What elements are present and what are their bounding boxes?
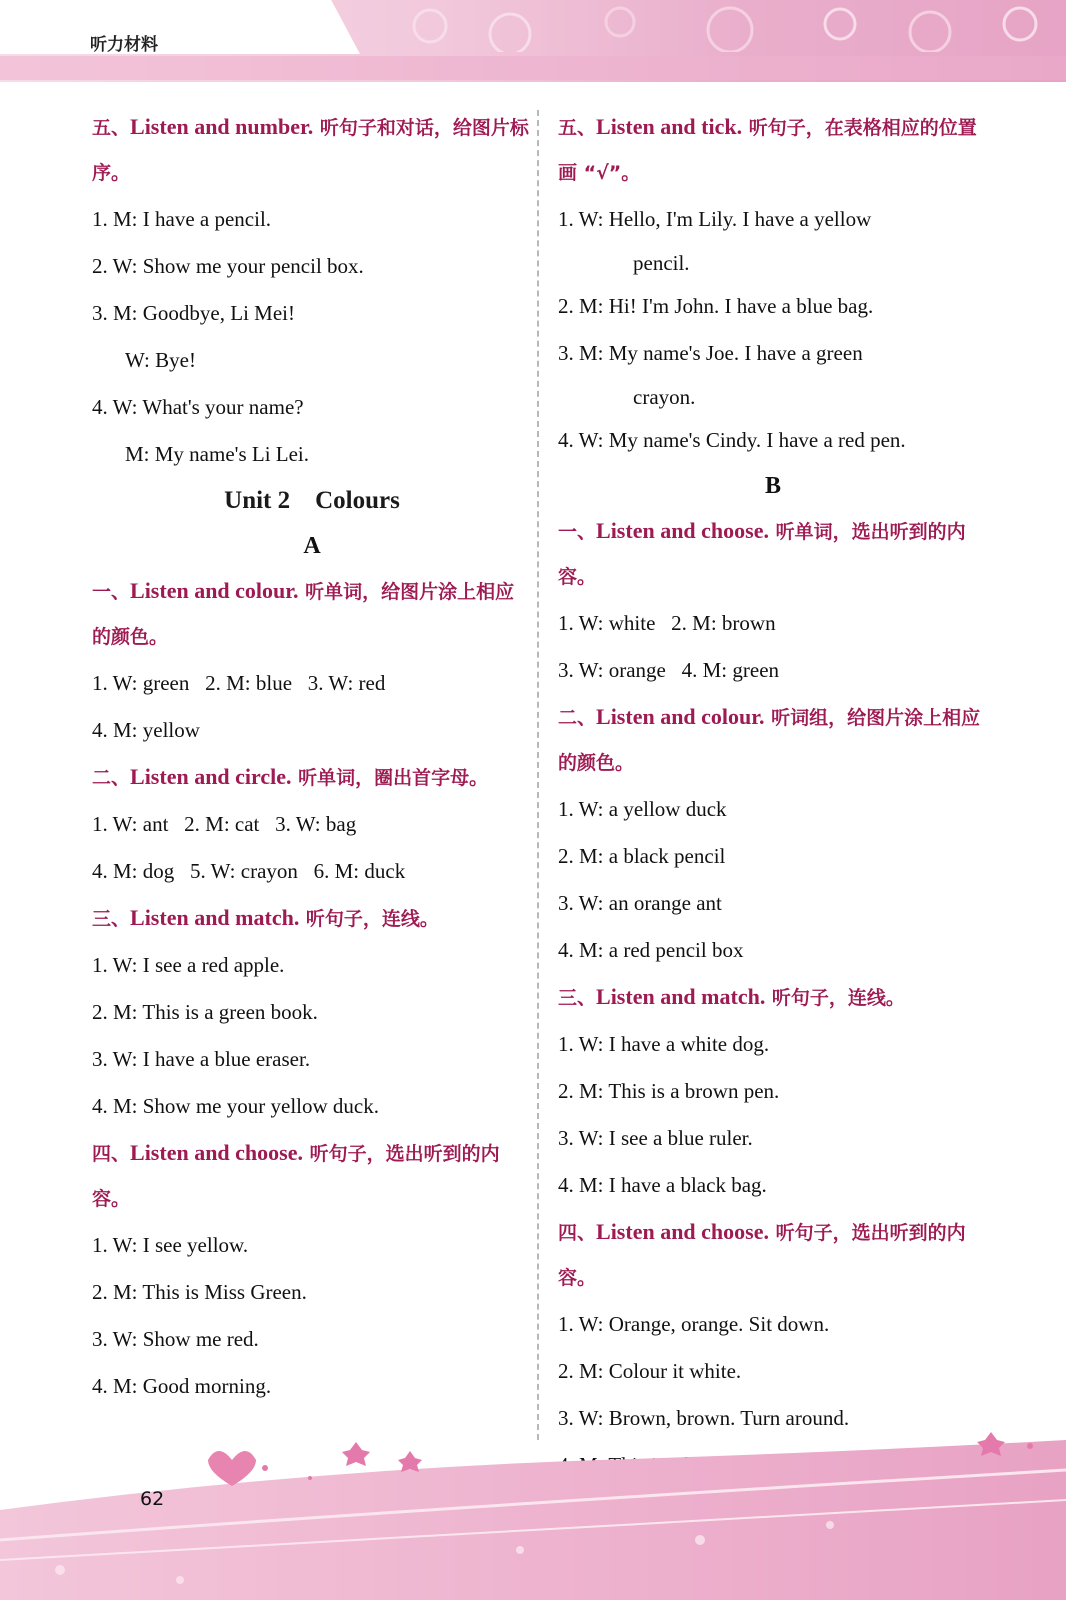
list-item: 3. M: Goodbye, Li Mei! <box>92 301 295 325</box>
list-item: 1. W: I see yellow. <box>92 1233 249 1257</box>
heading-number: 一、 <box>558 521 597 543</box>
heading-english: Listen and choose. <box>596 518 769 543</box>
footer-decoration <box>0 1430 1066 1600</box>
list-item: 1. M: I have a pencil. <box>92 207 272 231</box>
heading-english: Listen and match. <box>130 905 300 930</box>
list-item: 2. W: Show me your pencil box. <box>92 254 364 278</box>
column-divider <box>537 110 539 1440</box>
heading-english: Listen and circle. <box>130 764 292 789</box>
heading-number: 三、 <box>558 987 597 1009</box>
list-item: 2. M: This is a brown pen. <box>558 1079 780 1103</box>
heading-chinese: 听词组，给图片涂上相应的颜色。 <box>558 707 981 774</box>
heading-english: Listen and choose. <box>596 1219 769 1244</box>
section-heading <box>558 694 988 786</box>
list-item: 4. M: a red pencil box <box>558 938 744 962</box>
heading-english: Listen and tick. <box>596 114 743 139</box>
heading-number: 四、 <box>92 1143 131 1165</box>
section-heading <box>558 508 988 600</box>
list-item-continuation: pencil. <box>633 251 690 275</box>
page-number: 62 <box>140 1488 165 1510</box>
heading-number: 二、 <box>558 707 597 729</box>
header-white-panel <box>0 0 360 54</box>
heading-chinese: 听句子，选出听到的内容。 <box>558 1222 966 1289</box>
heading-chinese: 听句子，连线。 <box>765 987 905 1009</box>
heading-chinese: 听单词，圈出首字母。 <box>291 767 489 789</box>
heading-chinese: 听句子，选出听到的内容。 <box>92 1143 500 1210</box>
section-heading <box>92 568 532 660</box>
section-heading <box>92 104 532 196</box>
list-item: W: Bye! <box>125 348 196 372</box>
section-heading <box>92 754 532 801</box>
heading-chinese: 听单词，选出听到的内容。 <box>558 521 966 588</box>
list-item: 1. W: Orange, orange. Sit down. <box>558 1312 830 1336</box>
list-item: 1. W: green 2. M: blue 3. W: red <box>92 671 386 695</box>
heading-chinese: 听句子和对话，给图片标序。 <box>92 117 529 184</box>
section-heading <box>92 895 532 942</box>
list-item: 2. M: Colour it white. <box>558 1359 742 1383</box>
list-item: 3. M: My name's Joe. I have a green <box>558 341 863 365</box>
list-item: M: My name's Li Lei. <box>125 442 310 466</box>
list-item: 1. W: white 2. M: brown <box>558 611 776 635</box>
heading-number: 五、 <box>558 117 597 139</box>
list-item-continuation: crayon. <box>633 385 696 409</box>
list-item: 4. M: yellow <box>92 718 200 742</box>
part-label: A <box>303 533 321 559</box>
list-item: 4. M: Show me your yellow duck. <box>92 1094 379 1118</box>
list-item: 1. W: I see a red apple. <box>92 953 285 977</box>
list-item: 2. M: This is Miss Green. <box>92 1280 307 1304</box>
heading-number: 四、 <box>558 1222 597 1244</box>
part-label: B <box>764 473 781 499</box>
right-column <box>558 104 988 1489</box>
heading-english: Listen and choose. <box>130 1140 303 1165</box>
heading-chinese: 听单词，给图片涂上相应的颜色。 <box>92 581 515 648</box>
list-item: 3. W: an orange ant <box>558 891 722 915</box>
left-column <box>92 104 532 1410</box>
list-item: 1. W: ant 2. M: cat 3. W: bag <box>92 812 357 836</box>
section-heading <box>558 104 988 196</box>
heading-chinese: 听句子，在表格相应的位置画 “√”。 <box>558 117 977 184</box>
unit-title: Unit 2 Colours <box>224 487 400 514</box>
heading-english: Listen and number. <box>130 114 314 139</box>
heading-number: 三、 <box>92 908 131 930</box>
list-item: 4. W: What's your name? <box>92 395 304 419</box>
list-item: 2. M: This is a green book. <box>92 1000 318 1024</box>
heading-english: Listen and match. <box>596 984 766 1009</box>
list-item: 3. W: Brown, brown. Turn around. <box>558 1406 850 1430</box>
section-heading <box>558 1209 988 1301</box>
list-item: 2. M: Hi! I'm John. I have a blue bag. <box>558 294 874 318</box>
list-item: 3. W: I have a blue eraser. <box>92 1047 311 1071</box>
list-item: 4. M: I have a black bag. <box>558 1173 767 1197</box>
list-item: 1. W: Hello, I'm Lily. I have a yellow <box>558 207 872 231</box>
header-strip <box>0 56 1066 80</box>
section-heading <box>92 1130 532 1222</box>
list-item: 1. W: I have a white dog. <box>558 1032 770 1056</box>
list-item: 2. M: a black pencil <box>558 844 726 868</box>
header-title: 听力材料 <box>90 35 158 55</box>
heading-english: Listen and colour. <box>596 704 765 729</box>
heading-number: 五、 <box>92 117 131 139</box>
list-item: 4. M: Good morning. <box>92 1374 272 1398</box>
heading-number: 二、 <box>92 767 131 789</box>
list-item: 4. M: dog 5. W: crayon 6. M: duck <box>92 859 406 883</box>
heading-number: 一、 <box>92 581 131 603</box>
heading-chinese: 听句子，连线。 <box>299 908 439 930</box>
list-item: 3. W: I see a blue ruler. <box>558 1126 753 1150</box>
list-item: 3. W: Show me red. <box>92 1327 259 1351</box>
header-decoration <box>370 4 1060 52</box>
list-item: 3. W: orange 4. M: green <box>558 658 780 682</box>
list-item: 1. W: a yellow duck <box>558 797 727 821</box>
section-heading <box>558 974 988 1021</box>
heading-english: Listen and colour. <box>130 578 299 603</box>
list-item: 4. W: My name's Cindy. I have a red pen. <box>558 428 906 452</box>
